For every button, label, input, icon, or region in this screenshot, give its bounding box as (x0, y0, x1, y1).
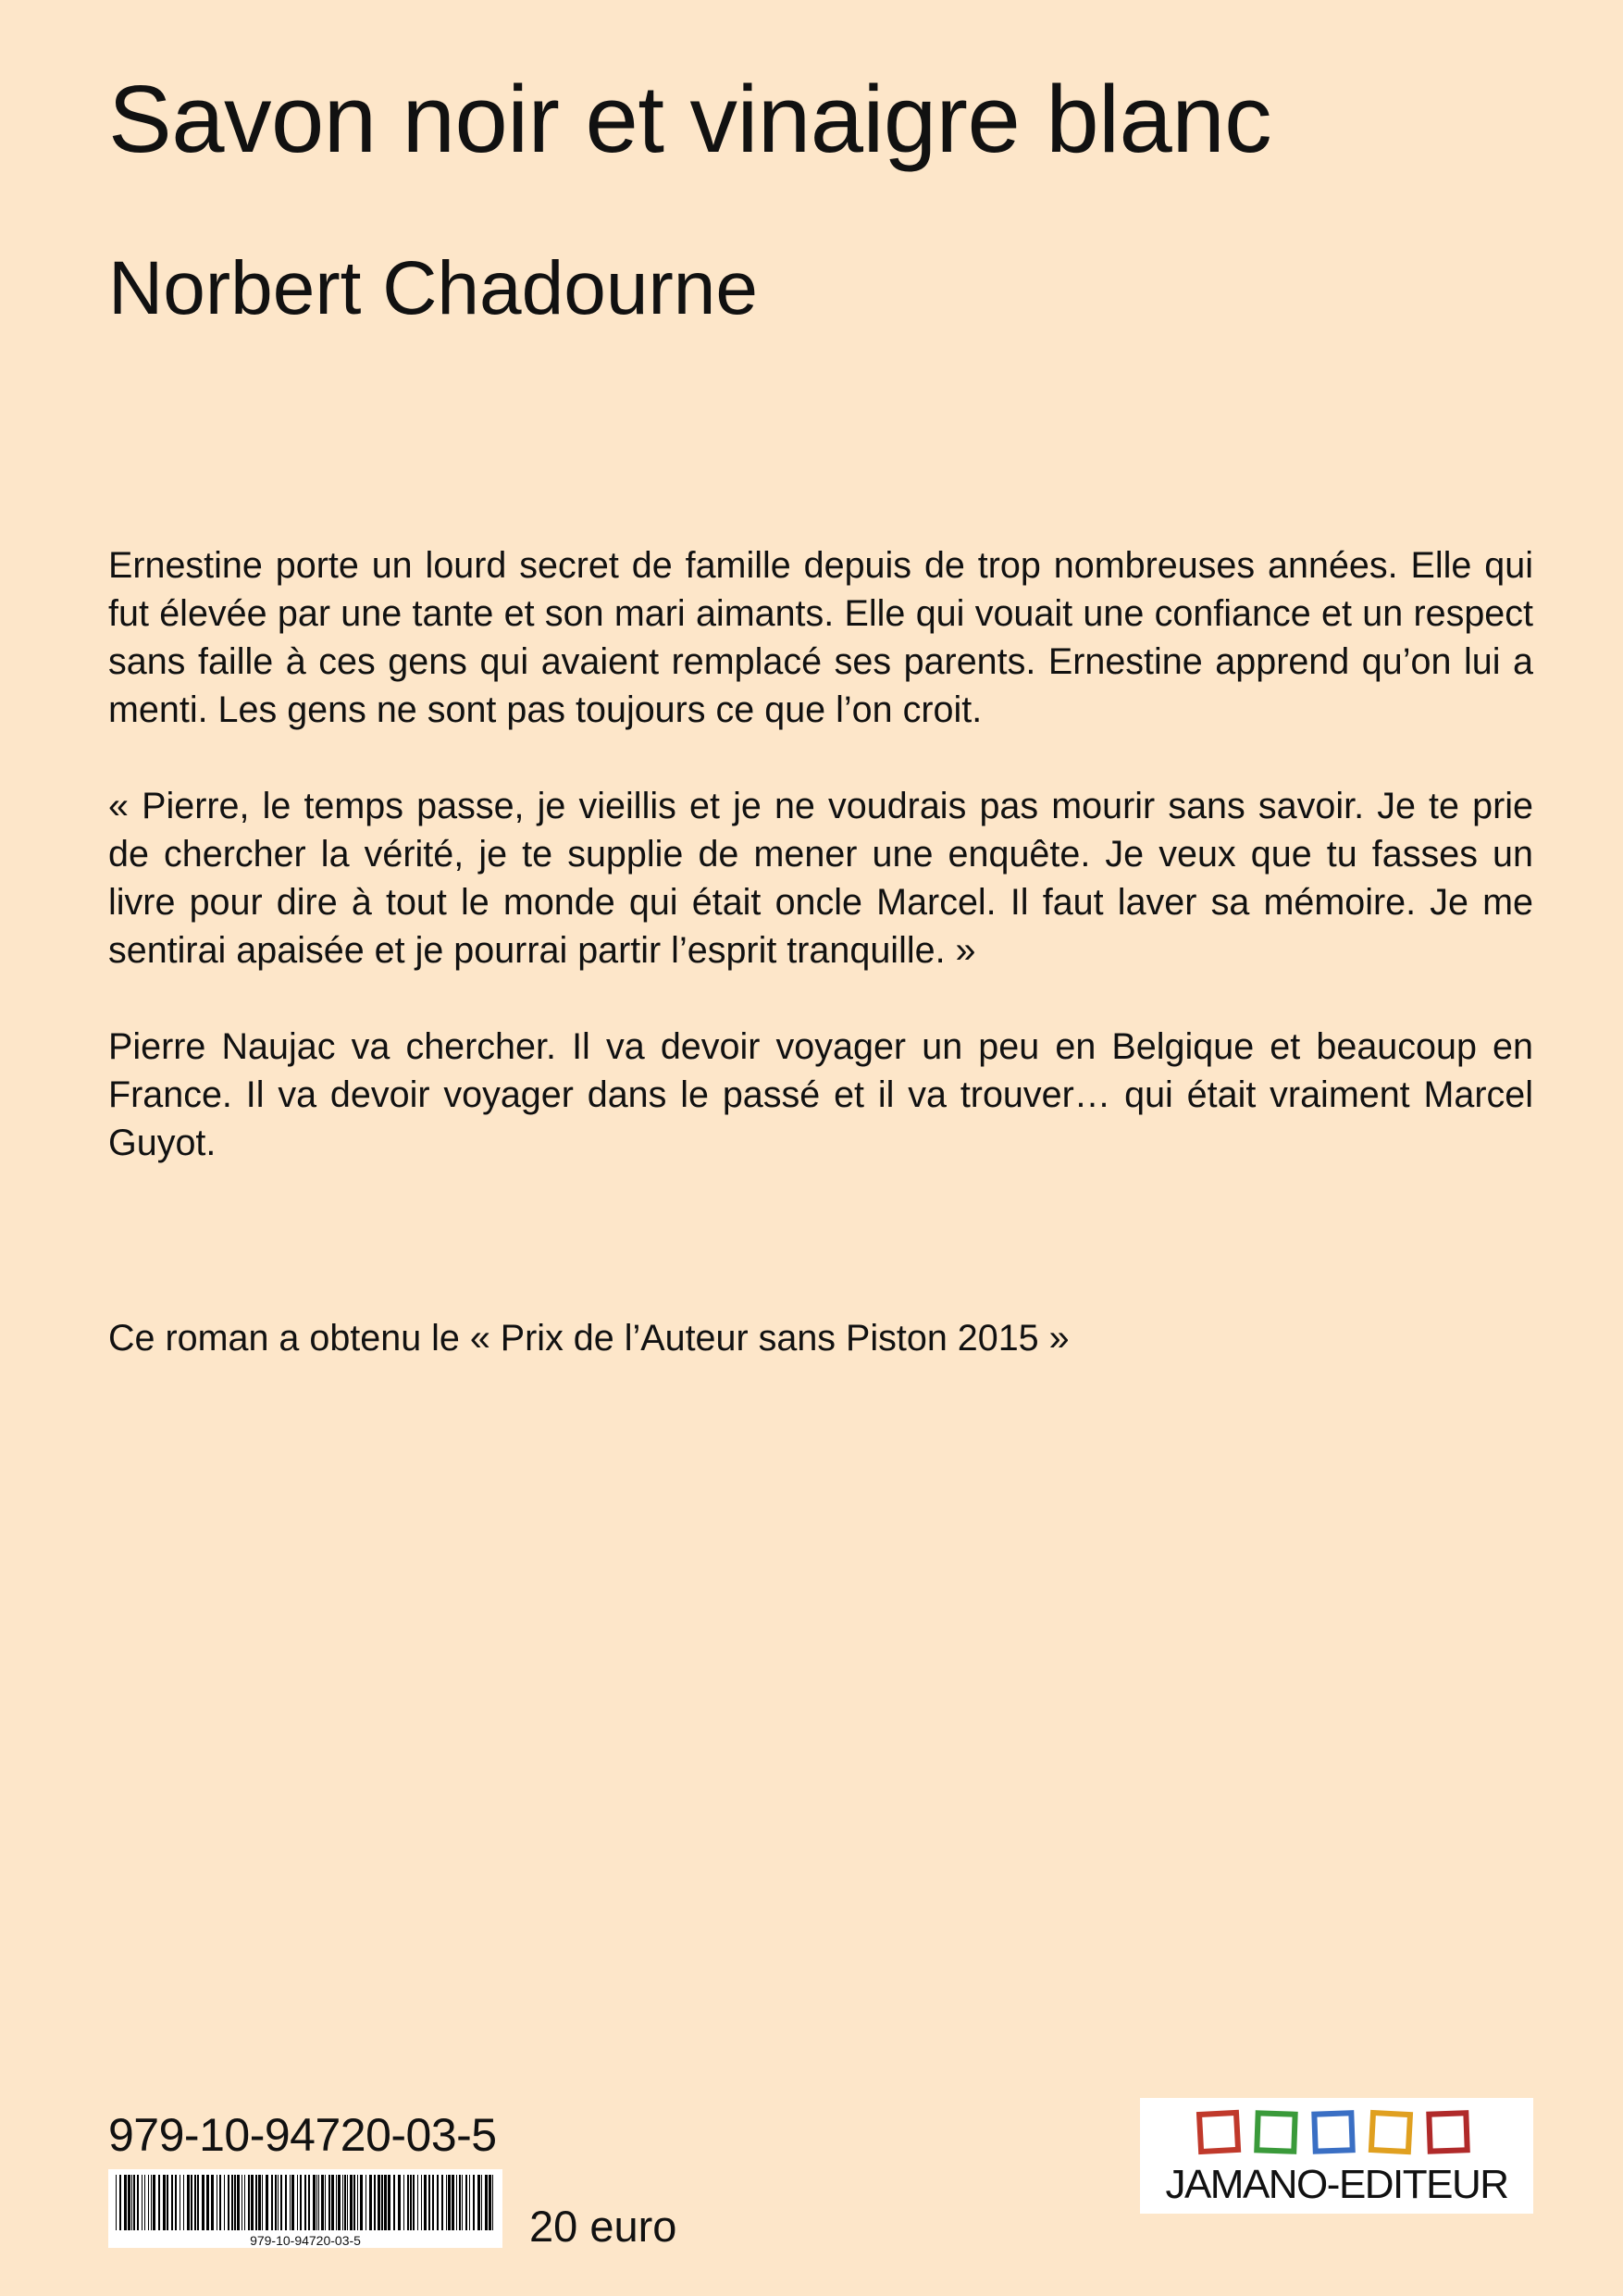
barcode (108, 2169, 502, 2248)
barcode-bar (116, 2175, 117, 2230)
publisher-name: JAMANO-EDITEUR (1165, 2162, 1508, 2207)
barcode-bar (357, 2175, 358, 2230)
barcode-bar (255, 2175, 257, 2230)
barcode-bars (116, 2175, 495, 2230)
barcode-bar (148, 2175, 149, 2230)
barcode-bar (459, 2175, 461, 2230)
barcode-bar (448, 2175, 451, 2230)
barcode-bar (437, 2175, 439, 2230)
barcode-bar (328, 2175, 330, 2230)
barcode-bar (131, 2175, 132, 2230)
barcode-bar (133, 2175, 135, 2230)
barcode-bar (407, 2175, 409, 2230)
barcode-bar (410, 2175, 412, 2230)
barcode-bar (347, 2175, 348, 2230)
barcode-bar (137, 2175, 139, 2230)
barcode-bar (350, 2175, 353, 2230)
barcode-bar (183, 2175, 184, 2230)
barcode-bar (275, 2175, 277, 2230)
barcode-bar (485, 2175, 488, 2230)
barcode-bar (285, 2175, 287, 2230)
barcode-bar (384, 2175, 387, 2230)
barcode-bar (228, 2175, 229, 2230)
barcode-bar (206, 2175, 209, 2230)
barcode-bar (119, 2175, 121, 2230)
barcode-bar (338, 2175, 341, 2230)
barcode-bar (128, 2175, 130, 2230)
barcode-bar (441, 2175, 443, 2230)
back-cover-blurb (108, 541, 1533, 1215)
barcode-bar (194, 2175, 196, 2230)
barcode-bar (481, 2175, 482, 2230)
barcode-bar (403, 2175, 404, 2230)
barcode-bar (365, 2175, 366, 2230)
barcode-bar (313, 2175, 316, 2230)
barcode-bar (291, 2175, 294, 2230)
barcode-bar (388, 2175, 390, 2230)
barcode-bar (360, 2175, 363, 2230)
barcode-bar (280, 2175, 282, 2230)
barcode-bar (153, 2175, 155, 2230)
frame-icon (1314, 2113, 1352, 2151)
barcode-bar (465, 2175, 467, 2230)
barcode-bar (297, 2175, 298, 2230)
barcode-bar (234, 2175, 236, 2230)
award-note: Ce roman a obtenu le « Prix de l’Auteur sans Piston 2015 » (108, 1318, 1070, 1359)
barcode-bar (202, 2175, 204, 2230)
barcode-bar (417, 2175, 418, 2230)
blurb-paragraph: Pierre Naujac va chercher. Il va devoir voyager un peu en Belgique et beaucoup en France. Il va devoir voyager dans le passé et il va trouver… qui était vraiment Marcel Guyot. (108, 1026, 1533, 1163)
barcode-bar (224, 2175, 225, 2230)
barcode-bar (413, 2175, 415, 2230)
barcode-bar (124, 2175, 127, 2230)
frame-icon (1199, 2113, 1238, 2152)
barcode-bar (353, 2175, 355, 2230)
barcode-bar (421, 2175, 422, 2230)
barcode-bar (393, 2175, 395, 2230)
barcode-bar (342, 2175, 343, 2230)
barcode-bar (151, 2175, 152, 2230)
barcode-bar (331, 2175, 334, 2230)
barcode-bar (381, 2175, 383, 2230)
barcode-bar (187, 2175, 190, 2230)
price: 20 euro (529, 2202, 677, 2251)
barcode-bar (489, 2175, 491, 2230)
publisher-logo (1140, 2098, 1533, 2214)
barcode-bar (374, 2175, 376, 2230)
barcode-bar (248, 2175, 250, 2230)
barcode-bar (316, 2175, 317, 2230)
photo-frames-icon (1196, 2105, 1478, 2159)
author-name: Norbert Chadourne (108, 246, 758, 330)
barcode-bar (144, 2175, 145, 2230)
frame-icon (1429, 2113, 1467, 2151)
barcode-bar (469, 2175, 470, 2230)
barcode-bar (197, 2175, 199, 2230)
barcode-caption: 979-10-94720-03-5 (250, 2233, 361, 2248)
barcode-bar (432, 2175, 434, 2230)
barcode-bar (171, 2175, 173, 2230)
barcode-bar (167, 2175, 168, 2230)
barcode-bar (266, 2175, 268, 2230)
barcode-bar (428, 2175, 430, 2230)
barcode-bar (424, 2175, 427, 2230)
barcode-bar (191, 2175, 192, 2230)
barcode-bar (462, 2175, 463, 2230)
barcode-bar (456, 2175, 457, 2230)
barcode-bar (398, 2175, 401, 2230)
barcode-bar (369, 2175, 372, 2230)
barcode-bar (262, 2175, 263, 2230)
barcode-bar (278, 2175, 279, 2230)
barcode-bar (175, 2175, 177, 2230)
barcode-bar (304, 2175, 306, 2230)
barcode-bar (308, 2175, 310, 2230)
barcode-bar (318, 2175, 319, 2230)
barcode-bar (477, 2175, 480, 2230)
barcode-bar (237, 2175, 240, 2230)
barcode-bar (446, 2175, 447, 2230)
barcode-bar (325, 2175, 326, 2230)
frame-icon (1371, 2113, 1410, 2152)
blurb-paragraph: « Pierre, le temps passe, je vieillis et je ne voudrais pas mourir sans savoir. Je te prie de chercher la vérité, je te supplie de mener une enquête. Je veux que tu fasses un livre pour dire à tout le monde qui était oncle Marcel. Il faut laver sa mémoire. Je me sentirai apaisée et je pourrai partir l’esprit tranquille. » (108, 786, 1533, 971)
barcode-bar (163, 2175, 166, 2230)
barcode-bar (271, 2175, 273, 2230)
barcode-bar (321, 2175, 324, 2230)
barcode-bar (231, 2175, 233, 2230)
barcode-bar (158, 2175, 160, 2230)
book-title: Savon noir et vinaigre blanc (108, 66, 1272, 172)
barcode-bar (251, 2175, 254, 2230)
frame-icon (1257, 2113, 1295, 2151)
barcode-bar (344, 2175, 346, 2230)
barcode-bar (300, 2175, 302, 2230)
isbn-number: 979-10-94720-03-5 (108, 2109, 497, 2161)
blurb-paragraph: Ernestine porte un lourd secret de famille depuis de trop nombreuses années. Elle qui fut élevée par une tante et son mari aimants. Elle qui vouait une confiance et un respect sans faille à ces gens qui avaient remplacé ses parents. Ernestine apprend qu’on lui a menti. Les gens ne sont pas toujours ce que l’on croit. (108, 545, 1533, 730)
barcode-bar (336, 2175, 337, 2230)
barcode-bar (258, 2175, 261, 2230)
barcode-bar (211, 2175, 214, 2230)
barcode-bar (452, 2175, 454, 2230)
barcode-bar (219, 2175, 221, 2230)
barcode-bar (244, 2175, 245, 2230)
barcode-bar (473, 2175, 475, 2230)
barcode-bar (290, 2175, 291, 2230)
barcode-bar (492, 2175, 493, 2230)
barcode-bar (378, 2175, 380, 2230)
